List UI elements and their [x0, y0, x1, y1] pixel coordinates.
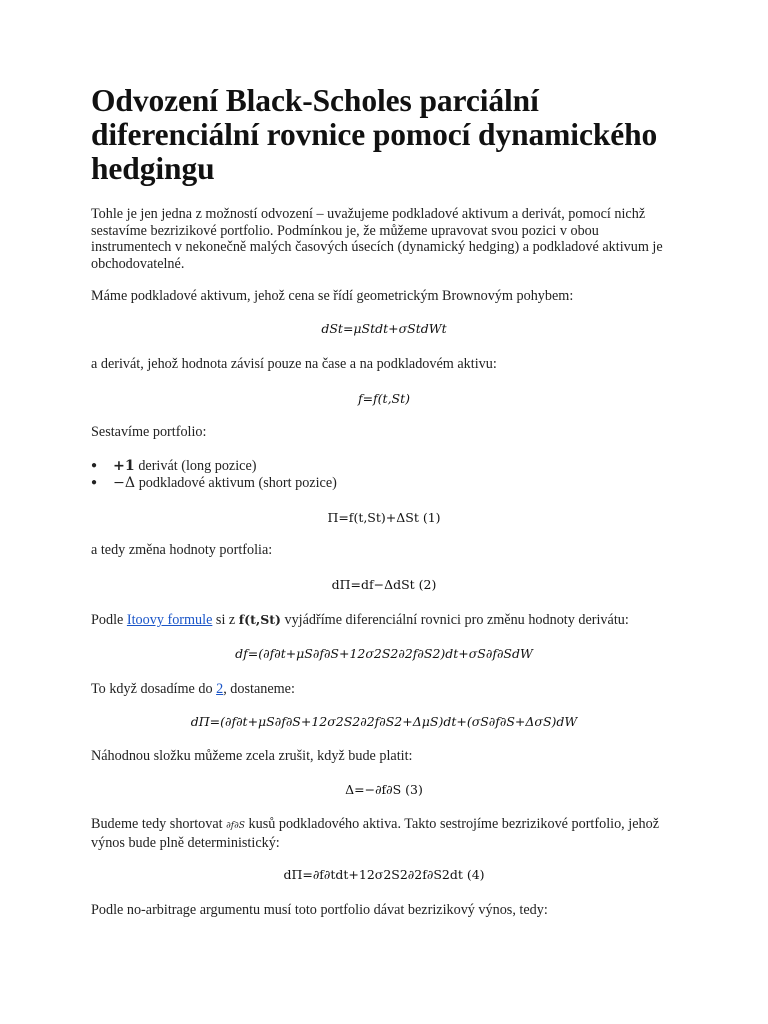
paragraph-ito-middle: si z — [212, 612, 239, 628]
equation-3-text: Δ=−∂f∂S (3) — [345, 782, 423, 797]
equation-derivative-value — [91, 391, 677, 407]
equation-portfolio-change-text: dΠ=(∂f∂t+μS∂f∂S+12σ2S2∂2f∂S2+ΔμS)dt+(σS∂f∂S+ΔσS)dW — [190, 714, 578, 729]
list-item-text: derivát (long pozice) — [134, 458, 257, 474]
equation-2-text: dΠ=df−ΔdSt (2) — [331, 577, 437, 592]
equation-ito-text: df=(∂f∂t+μS∂f∂S+12σ2S2∂2f∂S2)dt+σS∂f∂SdW — [235, 646, 533, 661]
paragraph-short — [91, 816, 671, 851]
paragraph-substitute-after: , dostaneme: — [223, 681, 295, 697]
equation-4-text: dΠ=∂f∂tdt+12σ2S2∂2f∂S2dt (4) — [283, 867, 485, 882]
list-item-symbol: +1 — [113, 458, 135, 474]
list-item — [91, 458, 257, 474]
page-title: Odvození Black-Scholes parciální diferenciální rovnice pomocí dynamického hedgingu — [91, 83, 658, 186]
paragraph-short-before: Budeme tedy shortovat — [91, 816, 227, 832]
bullet-icon: ● — [91, 477, 98, 488]
list-item-symbol: −Δ — [113, 475, 136, 491]
paragraph-substitute-before: To když dosadíme do — [91, 681, 217, 697]
equation-3 — [91, 782, 677, 798]
paragraph-no-arbitrage: Podle no-arbitrage argumentu musí toto portfolio dávat bezrizikový výnos, tedy: — [91, 902, 548, 918]
paragraph-ito-before: Podle — [91, 612, 127, 628]
paragraph-substitute — [91, 681, 671, 698]
paragraph-short-after: kusů podkladového aktiva. Takto sestrojíme bezrizikové portfolio, jehož výnos bude plně deterministický: — [91, 816, 659, 851]
equation-ito — [91, 646, 677, 662]
paragraph-random: Náhodnou složku můžeme zcela zrušit, když bude platit: — [91, 748, 413, 764]
equation-derivative-value-text: f=f(t,St) — [357, 391, 411, 406]
equation-2-link[interactable]: 2 — [216, 681, 224, 697]
list-item-text: podkladové aktivum (short pozice) — [135, 475, 337, 491]
equation-2 — [91, 577, 677, 593]
equation-4 — [91, 867, 677, 883]
list-item — [91, 475, 337, 491]
paragraph-portfolio-change: a tedy změna hodnoty portfolia: — [91, 542, 273, 558]
inline-expression: ∂f∂S — [226, 821, 245, 831]
equation-gbm — [91, 321, 677, 337]
paragraph-ito-after: vyjádříme diferenciální rovnici pro změnu hodnoty derivátu: — [280, 612, 629, 628]
equation-portfolio-change — [91, 714, 677, 730]
paragraph-underlying: Máme podkladové aktivum, jehož cena se řídí geometrickým Brownovým pohybem: — [91, 288, 574, 304]
bullet-icon: ● — [91, 460, 98, 471]
inline-expression: f(t,St) — [238, 612, 281, 627]
intro-paragraph: Tohle je jen jedna z možností odvození – uvažujeme podkladové aktivum a derivát, pomocí nichž sestavíme bezrizikové portfolio. Podmínkou je, že můžeme upravovat svou pozici v obou instrumentech v nekonečně malých časových úsecích (dynamický hedging) a podkladové aktivum je obchodovatelné. — [91, 206, 663, 272]
ito-formula-link[interactable]: Itoovy formule — [126, 612, 213, 628]
equation-gbm-text: dSt=μStdt+σStdWt — [321, 321, 447, 336]
equation-1-text: Π=f(t,St)+ΔSt (1) — [327, 510, 441, 525]
equation-1 — [91, 510, 677, 526]
paragraph-derivative: a derivát, jehož hodnota závisí pouze na čase a na podkladovém aktivu: — [91, 356, 497, 372]
paragraph-ito — [91, 612, 671, 629]
paragraph-portfolio: Sestavíme portfolio: — [91, 424, 207, 440]
